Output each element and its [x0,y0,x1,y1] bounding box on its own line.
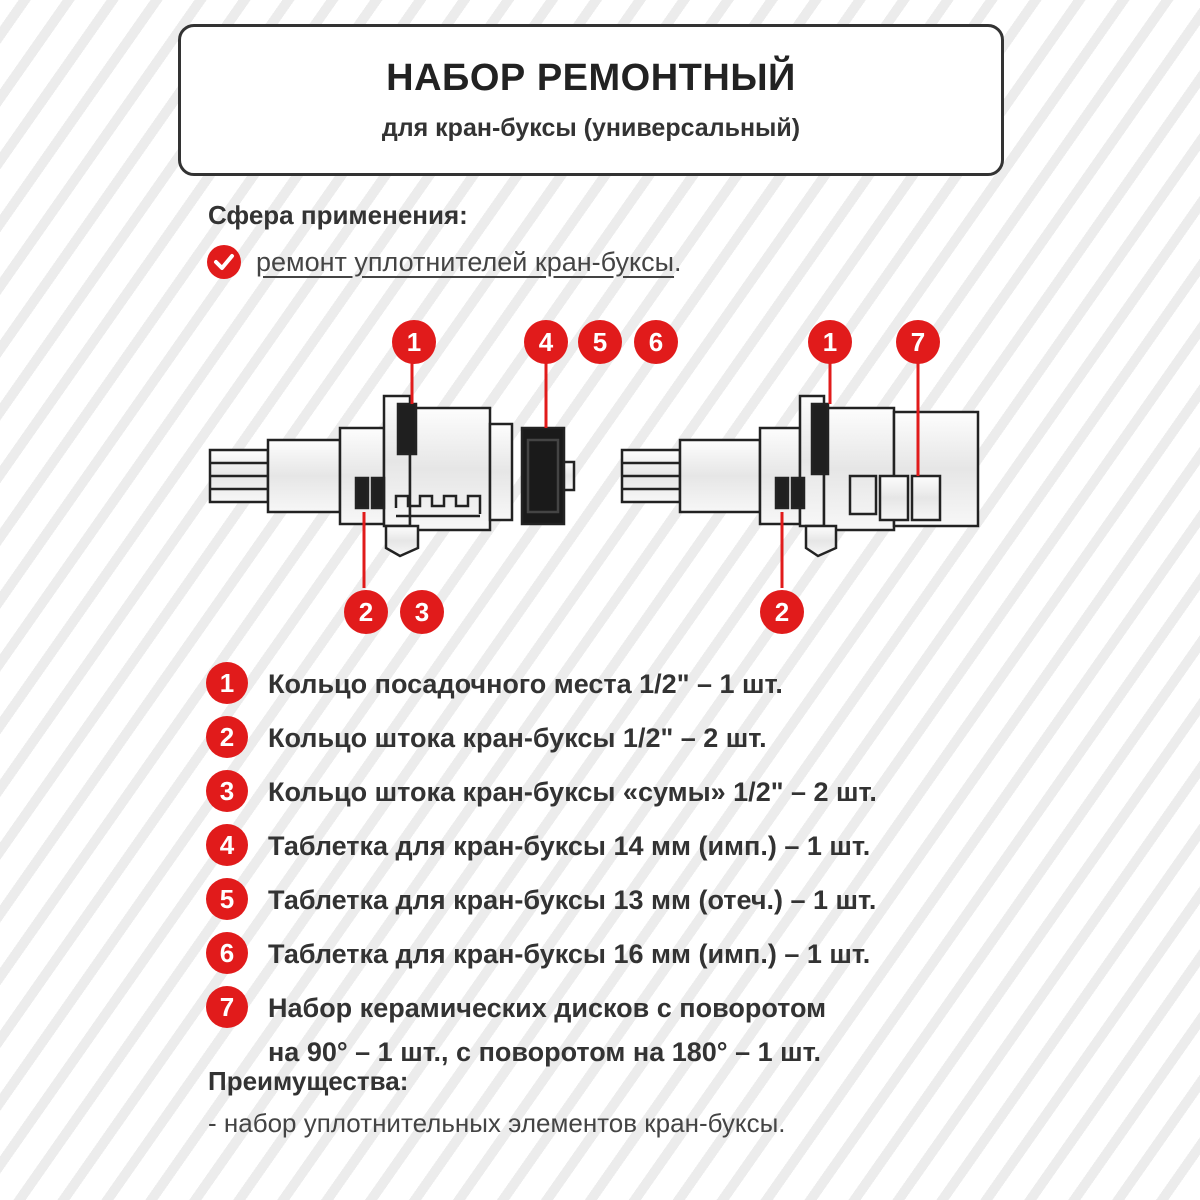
cartridge-diagram [0,300,1200,650]
item-text: Кольцо штока кран-буксы 1/2" – 2 шт. [268,723,767,753]
diagram-badge-left-1 [392,320,436,364]
list-item [206,932,1006,976]
diagram-badge-left-4 [524,320,568,364]
usage-item-text: ремонт уплотнителей кран-буксы [256,246,675,277]
svg-text:1: 1 [406,327,422,357]
item-number-badge: 2 [206,716,248,758]
svg-text:6: 6 [648,327,664,357]
list-item [206,662,1006,706]
item-text: Набор керамических дисков с поворотом [268,993,827,1023]
page-subtitle: для кран-буксы (универсальный) [381,114,801,142]
diagram-badge-left-3 [400,590,444,634]
item-text: Кольцо штока кран-буксы «сумы» 1/2" – 2 шт. [268,777,877,807]
item-text-continued: на 90° – 1 шт., с поворотом на 180° – 1 шт. [268,1037,821,1067]
diagram-badge-left-2 [344,590,388,634]
usage-heading: Сфера применения: [208,200,468,230]
svg-text:2: 2 [358,597,374,627]
left-cartridge-drawing [210,396,574,556]
svg-text:2: 2 [774,597,790,627]
diagram-badge-right-1 [808,320,852,364]
svg-text:5: 5 [592,327,608,357]
item-number-badge: 1 [206,662,248,704]
check-icon [206,244,242,280]
page-title: НАБОР РЕМОНТНЫЙ [386,57,796,99]
list-item [206,824,1006,868]
item-number-badge: 7 [206,986,248,1028]
svg-text:1: 1 [822,327,838,357]
item-text: Кольцо посадочного места 1/2" – 1 шт. [268,669,783,699]
item-text: Таблетка для кран-буксы 13 мм (отеч.) – 1 шт. [268,885,877,915]
advantages-item: - набор уплотнительных элементов кран-буксы. [208,1108,786,1138]
advantages-heading: Преимущества: [208,1066,409,1096]
svg-text:3: 3 [414,597,430,627]
svg-text:4: 4 [538,327,554,357]
item-number-badge: 4 [206,824,248,866]
title-box [178,24,1004,176]
list-item [206,878,1006,922]
usage-item-period: . [674,246,682,277]
right-cartridge-drawing [622,396,978,556]
list-item [206,986,1006,1074]
diagram-badge-left-5 [578,320,622,364]
usage-item [206,244,682,280]
svg-text:7: 7 [910,327,926,357]
item-text: Таблетка для кран-буксы 14 мм (имп.) – 1 шт. [268,831,871,861]
item-text: Таблетка для кран-буксы 16 мм (имп.) – 1 шт. [268,939,871,969]
diagram-badge-right-7 [896,320,940,364]
list-item [206,716,1006,760]
item-number-badge: 3 [206,770,248,812]
item-number-badge: 6 [206,932,248,974]
diagram-badge-right-2 [760,590,804,634]
diagram-badge-left-6 [634,320,678,364]
item-number-badge: 5 [206,878,248,920]
list-item [206,770,1006,814]
